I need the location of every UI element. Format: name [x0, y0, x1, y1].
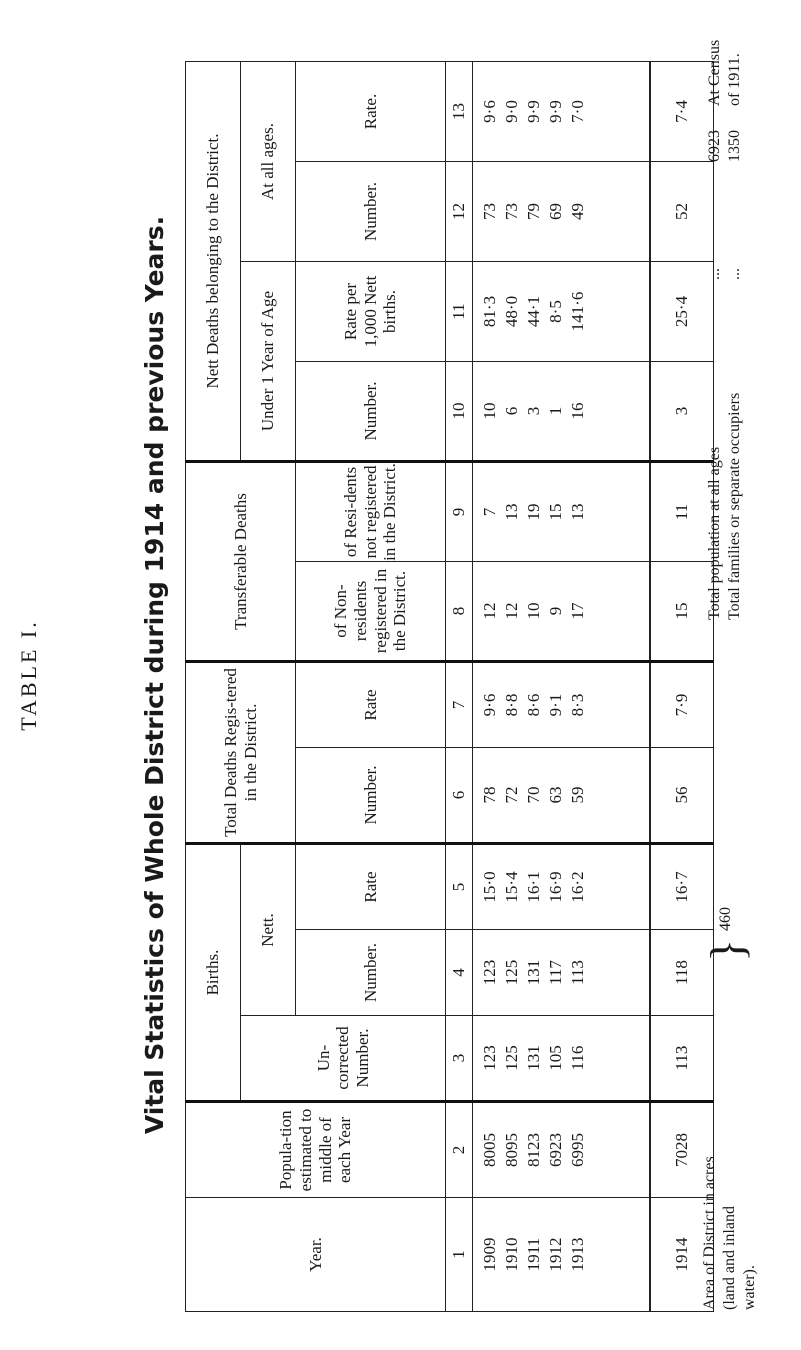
- cell-total-rate: 9·6: [480, 693, 499, 717]
- cell-nett-number: 118: [650, 930, 714, 1016]
- cell-nett-rate: 16·9: [546, 871, 565, 903]
- cell-nett-rate: 16·2: [568, 871, 587, 903]
- cell-all-ages-rate: 9·6: [480, 100, 499, 123]
- cell-total-rate: 8·6: [524, 693, 543, 717]
- cell-uncorrected: 105: [546, 1045, 565, 1071]
- cell-under-1-rate: 25·4: [650, 262, 714, 362]
- data-rows-1909-1913: [473, 62, 651, 1312]
- column-number: 4: [446, 930, 473, 1016]
- cell-non-residents: 12: [502, 602, 521, 620]
- cell-nett-rate: 15·4: [502, 871, 521, 903]
- col-year: [473, 1198, 651, 1312]
- cell-all-ages-number: 52: [650, 162, 714, 262]
- cell-year: 1914: [650, 1198, 714, 1312]
- cell-under-1-number: 16: [568, 402, 587, 420]
- cell-uncorrected: 116: [568, 1045, 587, 1071]
- header-under-1-rate: Rate per 1,000 Nett births.: [296, 262, 446, 362]
- column-number: 6: [446, 748, 473, 844]
- cell-year: 1910: [502, 1237, 521, 1272]
- col-all-ages-rate: [473, 62, 651, 162]
- cell-population: 7028: [650, 1102, 714, 1198]
- header-residents: of Resi-dents not registered in the District.: [296, 462, 446, 562]
- cell-nett-number: 123: [480, 959, 499, 986]
- cell-total-rate: 7·9: [650, 662, 714, 748]
- header-all-ages-number: Number.: [296, 162, 446, 262]
- cell-under-1-rate: 48·0: [502, 295, 521, 328]
- cell-under-1-number: 1: [546, 406, 565, 416]
- cell-all-ages-rate: 9·9: [524, 100, 543, 123]
- cell-total-number: 78: [480, 786, 499, 804]
- cell-under-1-rate: 44·1: [524, 295, 543, 328]
- cell-uncorrected: 125: [502, 1045, 521, 1071]
- header-nett-number: Number.: [296, 930, 446, 1016]
- cell-nett-rate: 16·1: [524, 871, 543, 903]
- cell-nett-number: 113: [568, 960, 587, 985]
- cell-total-number: 59: [568, 786, 587, 804]
- header-non-residents: of Non-residents registered in the District.: [296, 562, 446, 662]
- cell-total-number: 70: [524, 786, 543, 804]
- cell-non-residents: 10: [524, 602, 543, 620]
- cell-non-residents: 9: [546, 606, 565, 616]
- col-total-number: [473, 748, 651, 844]
- col-nett-number: [473, 930, 651, 1016]
- census-note: of 1911.: [726, 53, 743, 106]
- cell-year: 1909: [480, 1237, 499, 1272]
- cell-uncorrected: 123: [480, 1045, 499, 1071]
- cell-all-ages-rate: 7·4: [650, 62, 714, 162]
- area-brace: }: [701, 938, 754, 962]
- cell-uncorrected: 113: [650, 1016, 714, 1102]
- families-dots: ...: [726, 268, 743, 280]
- cell-residents: 13: [568, 503, 587, 521]
- col-total-rate: [473, 662, 651, 748]
- header-under-1-number: Number.: [296, 362, 446, 462]
- header-population: Popula-tion estimated to middle of each Year: [186, 1102, 446, 1198]
- header-uncorrected-number: Un-corrected Number.: [241, 1016, 446, 1102]
- header-year: Year.: [186, 1198, 446, 1312]
- column-number: 1: [446, 1198, 473, 1312]
- area-label-line: (land and inland: [721, 1206, 738, 1310]
- area-label-line: water).: [741, 1265, 758, 1310]
- column-number: 3: [446, 1016, 473, 1102]
- cell-all-ages-number: 79: [524, 203, 543, 220]
- cell-nett-rate: 15·0: [480, 871, 499, 903]
- cell-all-ages-number: 69: [546, 203, 565, 220]
- header-transferable-deaths: Transferable Deaths: [186, 462, 296, 662]
- cell-all-ages-number: 49: [568, 203, 587, 220]
- page-title: Vital Statistics of Whole District during 1914 and previous Years.: [140, 215, 169, 1135]
- cell-uncorrected: 131: [524, 1045, 543, 1071]
- cell-under-1-number: 3: [650, 362, 714, 462]
- census-note: At Census: [706, 39, 723, 106]
- cell-total-rate: 8·8: [502, 693, 521, 717]
- header-total-rate: Rate: [296, 662, 446, 748]
- cell-residents: 11: [650, 462, 714, 562]
- column-number: 13: [446, 62, 473, 162]
- col-uncorrected: [473, 1016, 651, 1102]
- column-number: 11: [446, 262, 473, 362]
- header-nett-rate: Rate: [296, 844, 446, 930]
- col-all-ages-number: [473, 162, 651, 262]
- cell-all-ages-rate: 7·0: [568, 100, 587, 123]
- cell-under-1-rate: 81·3: [480, 295, 499, 328]
- cell-nett-number: 131: [524, 959, 543, 986]
- cell-year: 1912: [546, 1237, 565, 1272]
- col-under-1-number: [473, 362, 651, 462]
- column-number: 5: [446, 844, 473, 930]
- header-total-deaths: Total Deaths Regis-tered in the District.: [186, 662, 296, 844]
- cell-population: 6995: [568, 1133, 587, 1167]
- col-population: [473, 1102, 651, 1198]
- col-residents: [473, 462, 651, 562]
- cell-population: 8095: [502, 1133, 521, 1167]
- cell-under-1-number: 3: [524, 406, 543, 416]
- column-number: 12: [446, 162, 473, 262]
- cell-under-1-rate: 8·5: [546, 300, 565, 323]
- header-all-ages-rate: Rate.: [296, 62, 446, 162]
- cell-nett-rate: 16·7: [650, 844, 714, 930]
- cell-under-1-number: 10: [480, 402, 499, 420]
- cell-all-ages-rate: 9·0: [502, 100, 521, 123]
- column-number-row: [446, 62, 473, 1312]
- cell-total-number: 72: [502, 786, 521, 804]
- col-nett-rate: [473, 844, 651, 930]
- column-number: 10: [446, 362, 473, 462]
- cell-total-number: 56: [650, 748, 714, 844]
- table-label: TABLE I.: [16, 619, 41, 731]
- cell-residents: 15: [546, 503, 565, 521]
- area-value: 460: [717, 906, 734, 931]
- header-total-number: Number.: [296, 748, 446, 844]
- header-nett-deaths: Nett Deaths belonging to the District.: [186, 62, 241, 462]
- cell-total-rate: 8·3: [568, 693, 587, 717]
- header-under-1: Under 1 Year of Age: [241, 262, 296, 462]
- cell-total-rate: 9·1: [546, 693, 565, 717]
- cell-residents: 7: [480, 507, 499, 517]
- population-label: Total population at all ages: [706, 446, 723, 620]
- cell-population: 8005: [480, 1133, 499, 1167]
- cell-residents: 19: [524, 503, 543, 521]
- cell-under-1-rate: 141·6: [568, 291, 587, 332]
- families-label: Total families or separate occupiers: [726, 392, 743, 620]
- population-note: [705, 20, 745, 620]
- population-dots: ...: [706, 268, 723, 280]
- cell-population: 6923: [546, 1133, 565, 1167]
- cell-non-residents: 17: [568, 602, 587, 620]
- header-all-ages: At all ages.: [241, 62, 296, 262]
- column-number: 8: [446, 562, 473, 662]
- cell-under-1-number: 6: [502, 406, 521, 416]
- cell-residents: 13: [502, 503, 521, 521]
- header-births: Births.: [186, 844, 241, 1102]
- col-under-1-rate: [473, 262, 651, 362]
- cell-non-residents: 12: [480, 602, 499, 620]
- vital-statistics-table: [185, 61, 714, 1312]
- cell-all-ages-number: 73: [480, 203, 499, 220]
- cell-all-ages-rate: 9·9: [546, 100, 565, 123]
- cell-population: 8123: [524, 1133, 543, 1167]
- families-value: 1350: [726, 130, 743, 162]
- col-non-residents: [473, 562, 651, 662]
- area-note: [700, 690, 760, 1310]
- area-label: [700, 970, 760, 1310]
- cell-all-ages-number: 73: [502, 203, 521, 220]
- cell-nett-number: 117: [546, 960, 565, 985]
- cell-total-number: 63: [546, 786, 565, 804]
- column-number: 9: [446, 462, 473, 562]
- column-number: 7: [446, 662, 473, 748]
- cell-non-residents: 15: [650, 562, 714, 662]
- column-number: 2: [446, 1102, 473, 1198]
- cell-year: 1913: [568, 1237, 587, 1272]
- population-value: 6923: [706, 130, 723, 162]
- cell-year: 1911: [524, 1237, 543, 1272]
- cell-nett-number: 125: [502, 959, 521, 986]
- header-nett: Nett.: [241, 844, 296, 1016]
- area-label-line: Area of District in acres: [701, 1156, 718, 1310]
